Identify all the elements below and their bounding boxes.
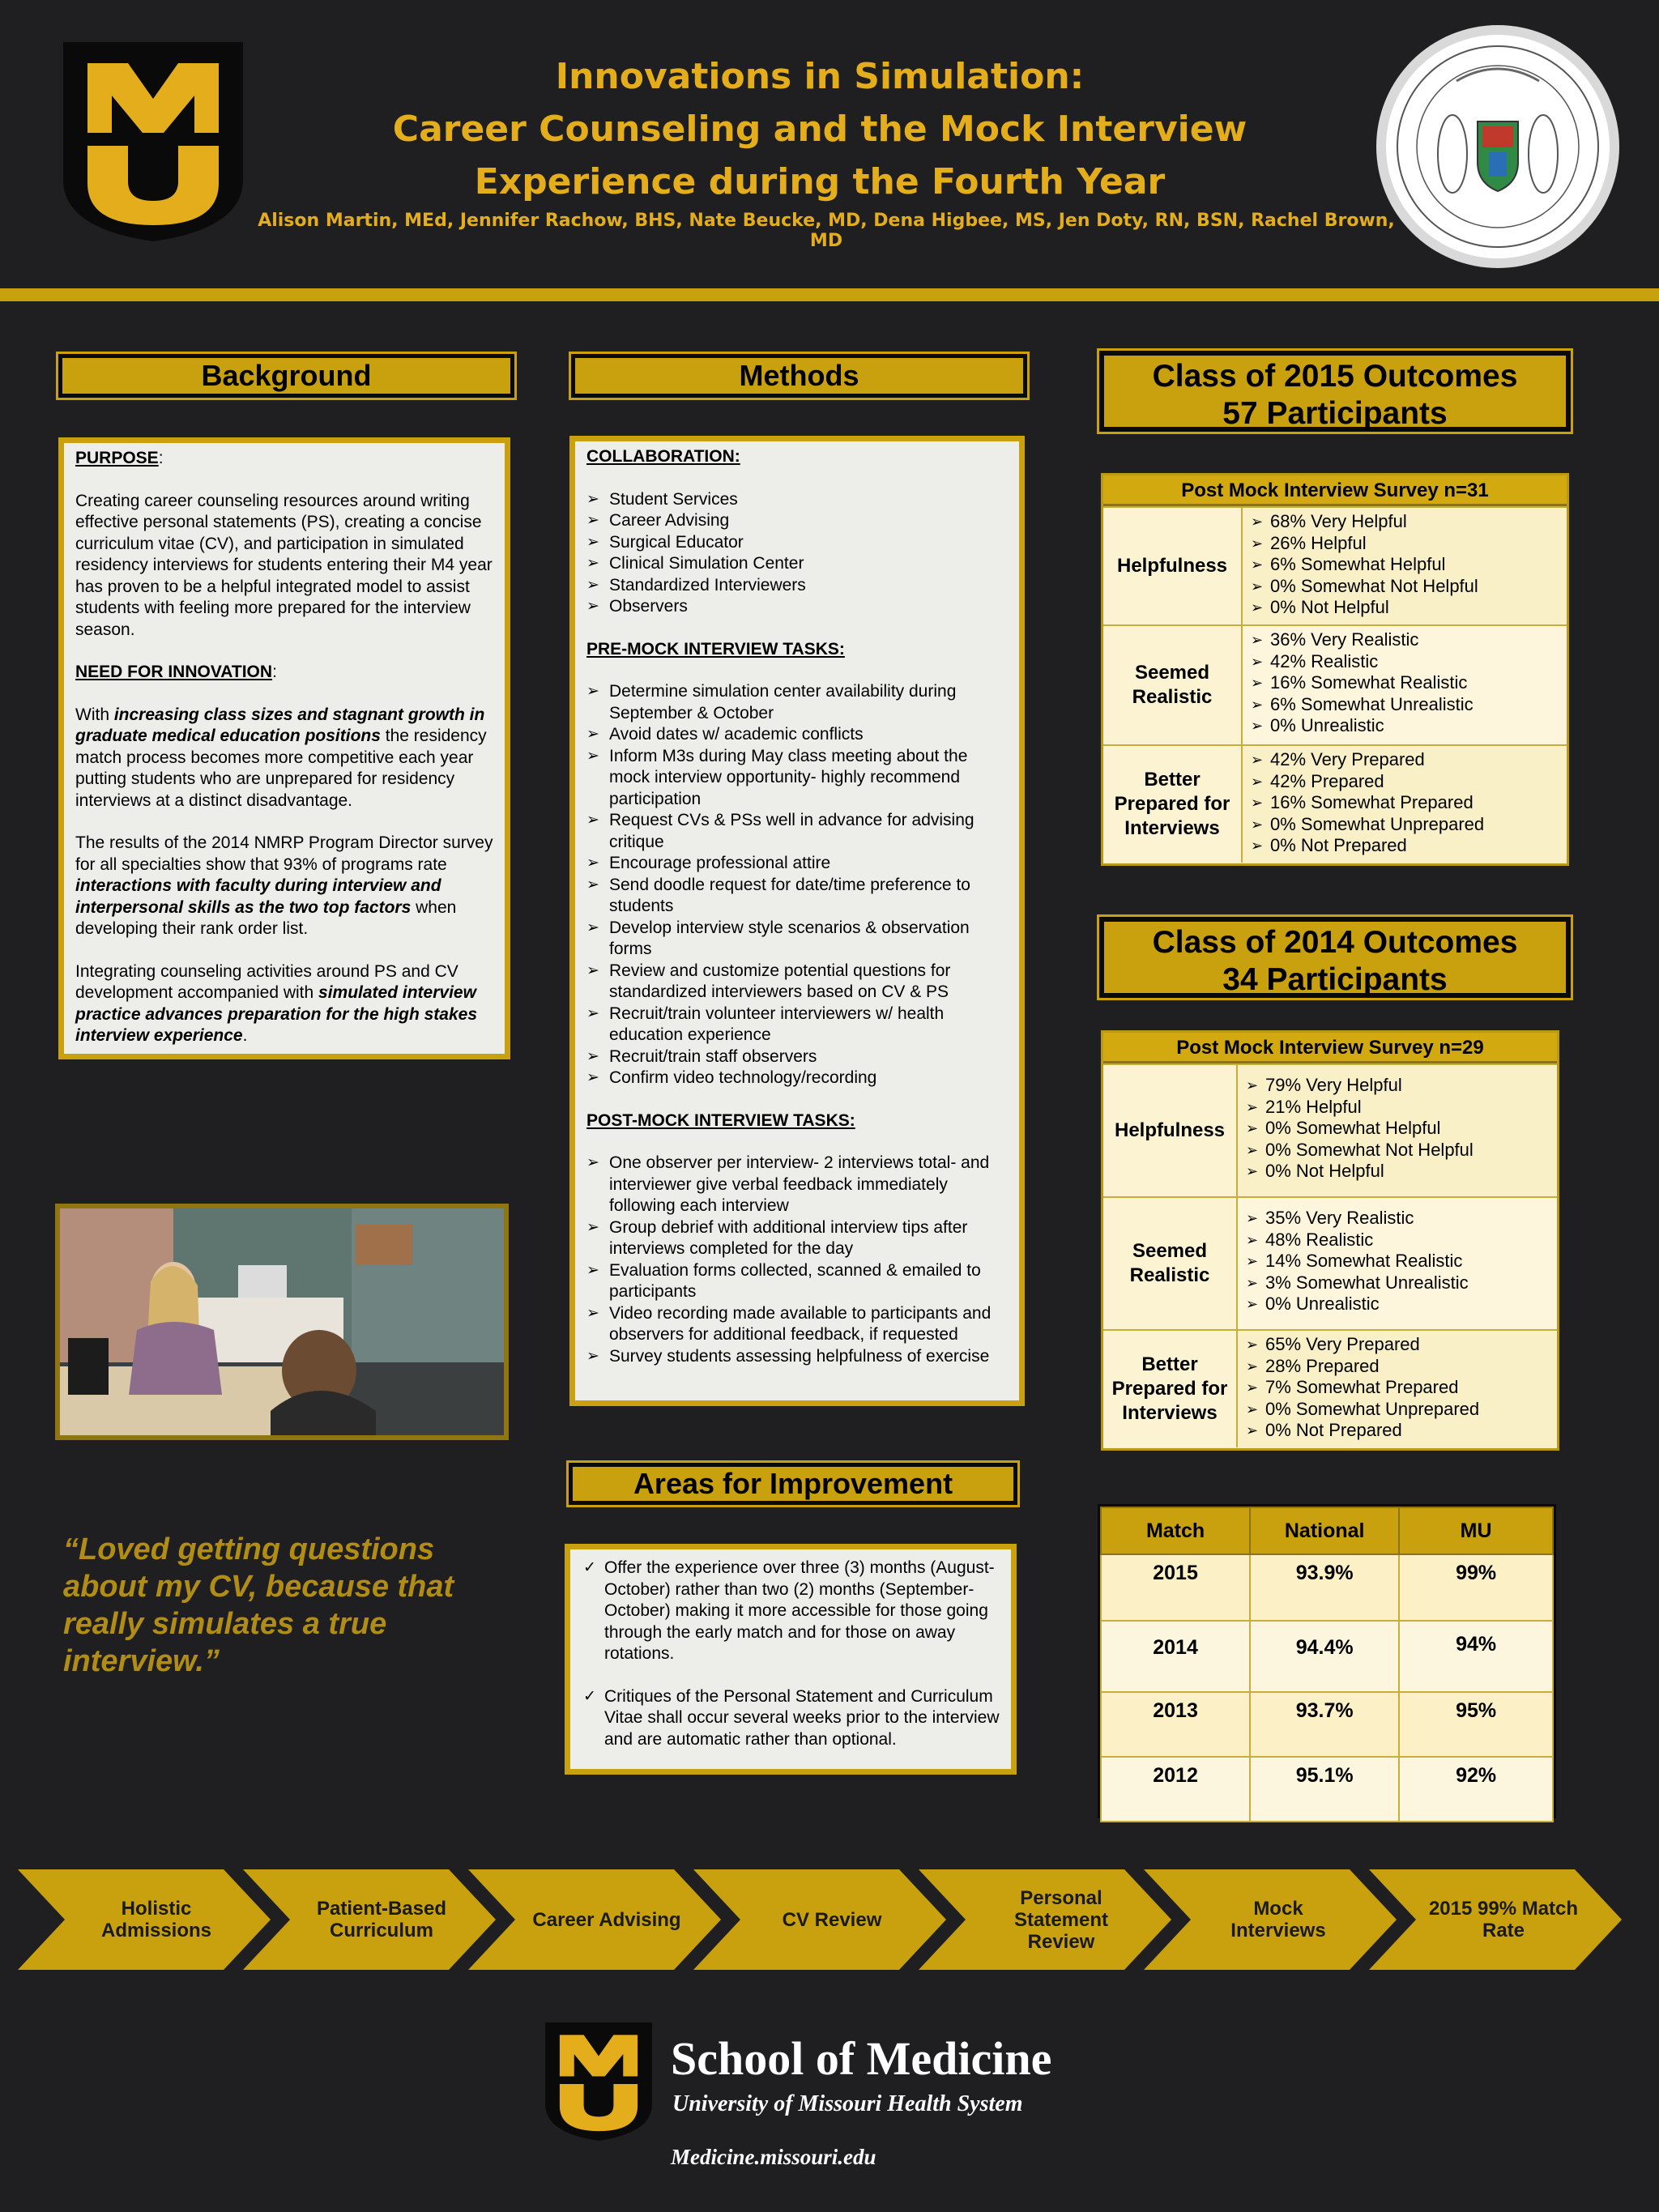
process-step-label: CV Review (782, 1908, 882, 1931)
survey-value: ➢ 42% Realistic (1247, 651, 1562, 673)
match-year: 2012 (1101, 1757, 1250, 1822)
need-bold: increasing class sizes and stagnant growth in graduate medical education positions (75, 705, 485, 745)
national-rate: 95.1% (1250, 1757, 1399, 1822)
survey-value: ➢ 0% Not Prepared (1247, 835, 1562, 857)
pre-mock-item: ➢ Recruit/train staff observers (586, 1046, 1008, 1068)
table-row (1101, 1554, 1553, 1621)
results-post: when developing their rank order list. (75, 897, 457, 938)
school-seal (1375, 24, 1620, 269)
match-header: Match (1101, 1507, 1250, 1554)
survey-value: ➢ 0% Not Prepared (1243, 1420, 1552, 1442)
survey-row (1103, 506, 1567, 624)
improvement-heading: Areas for Improvement (569, 1463, 1017, 1505)
collab-item: ➢ Clinical Simulation Center (586, 553, 1008, 575)
survey-value: ➢ 0% Somewhat Unprepared (1243, 1399, 1552, 1421)
improvement-item: ✓ Critiques of the Personal Statement and Curriculum Vitae shall occur several weeks prior to the interview and are automatic rather than optional. (580, 1686, 1001, 1751)
mu-logo (63, 42, 243, 241)
integrating-post: . (242, 1026, 248, 1045)
table-row (1101, 1692, 1553, 1757)
survey-row-label: Seemed Realistic (1103, 1198, 1238, 1329)
survey-2015-title: Post Mock Interview Survey n=31 (1103, 475, 1567, 506)
survey-value: ➢ 28% Prepared (1243, 1356, 1552, 1378)
match-rate-table (1098, 1504, 1556, 1818)
match-year: 2014 (1101, 1621, 1250, 1692)
survey-value: ➢ 6% Somewhat Helpful (1247, 554, 1562, 576)
table-row (1101, 1621, 1553, 1692)
results-pre: The results of the 2014 NMRP Program Director survey for all specialties show that 93% of programs rate (75, 833, 493, 874)
class-2014-title: Class of 2014 Outcomes (1152, 925, 1518, 960)
survey-value: ➢ 0% Somewhat Not Helpful (1247, 576, 1562, 598)
pre-mock-item: ➢ Inform M3s during May class meeting about the mock interview opportunity- highly recommend participation (586, 746, 1008, 811)
pre-mock-item: ➢ Review and customize potential questions for standardized interviewers based on CV & PS (586, 961, 1008, 1004)
national-header: National (1250, 1507, 1399, 1554)
survey-value: ➢ 0% Somewhat Not Helpful (1243, 1140, 1552, 1161)
improvement-item: ✓ Offer the experience over three (3) months (August-October) rather than two (2) months (September-October) making it more accessible for those going through the early match and for those on away rotations. (580, 1558, 1001, 1665)
survey-value: ➢ 42% Prepared (1247, 771, 1562, 793)
collab-title: COLLABORATION: (586, 447, 740, 466)
survey-value: ➢ 26% Helpful (1247, 533, 1562, 555)
collab-list (586, 489, 1008, 618)
survey-row-label: Helpfulness (1103, 508, 1243, 624)
process-step-career-advising (468, 1869, 721, 1970)
purpose-title: PURPOSE (75, 449, 159, 467)
background-panel: PURPOSE: Creating career counseling resources around writing effective personal statements (PS), creating a concise curriculum vitae (CV), and participation in simulated residency interviews for students entering their M4 year has proven to be a helpful integrated model to assist students with feeling more prepared for the interview season. NEED FOR INNOVATION: With increasing class sizes and stagnant growth in graduate medical education positions the residency match process becomes more competitive each year putting students who are unprepared for residency interviews at a distinct disadvantage. The results of the 2014 NMRP Program Director survey for all specialties show that 93% of programs rate interactions with faculty during interview and interpersonal skills as the two top factors when developing their rank order list. Integrating counseling activities around PS and CV development accompanied with simulated interview practice advances preparation for the high stakes interview experience. (58, 437, 510, 1059)
survey-row (1103, 744, 1567, 863)
survey-value: ➢ 35% Very Realistic (1243, 1208, 1552, 1230)
footer-school-name: School of Medicine (671, 2032, 1052, 2085)
title-line-1: Innovations in Simulation: (555, 56, 1085, 97)
class-2015-title: Class of 2015 Outcomes (1152, 359, 1518, 394)
collab-item: ➢ Surgical Educator (586, 532, 1008, 554)
process-step-label: Career Advising (532, 1908, 681, 1931)
methods-heading: Methods (571, 354, 1027, 398)
title-line-2: Career Counseling and the Mock Interview (392, 109, 1247, 150)
student-quote: “Loved getting questions about my CV, because that really simulates a true interview.” (63, 1532, 454, 1678)
mu-rate: 99% (1399, 1554, 1553, 1621)
mock-interview-photo (55, 1204, 509, 1440)
methods-panel (569, 436, 1025, 1406)
pre-mock-item: ➢ Avoid dates w/ academic conflicts (586, 724, 1008, 746)
header-divider (0, 288, 1659, 301)
process-step-label: 2015 99% Match Rate (1428, 1898, 1579, 1941)
survey-value: ➢ 65% Very Prepared (1243, 1334, 1552, 1356)
survey-value: ➢ 0% Not Helpful (1247, 597, 1562, 619)
need-post: the residency match process becomes more competitive each year putting students who are unprepared for residency interviews at a distinct disadvantage. (75, 727, 487, 810)
survey-row (1103, 624, 1567, 744)
survey-value: ➢ 0% Unrealistic (1243, 1294, 1552, 1315)
process-step-mock-interviews (1144, 1869, 1397, 1970)
mu-rate: 94% (1399, 1621, 1553, 1692)
survey-2014 (1101, 1030, 1559, 1451)
survey-value: ➢ 36% Very Realistic (1247, 629, 1562, 651)
process-step-label: Holistic Admissions (100, 1898, 212, 1941)
post-mock-title: POST-MOCK INTERVIEW TASKS: (586, 1110, 855, 1130)
table-row (1101, 1757, 1553, 1822)
survey-row-label: Better Prepared for Interviews (1103, 746, 1243, 863)
background-heading: Background (58, 354, 514, 398)
national-rate: 93.7% (1250, 1692, 1399, 1757)
match-year: 2013 (1101, 1692, 1250, 1757)
survey-value: ➢ 7% Somewhat Prepared (1243, 1377, 1552, 1399)
survey-value: ➢ 68% Very Helpful (1247, 511, 1562, 533)
pre-mock-title: PRE-MOCK INTERVIEW TASKS: (586, 639, 845, 658)
class-2015-participants: 57 Participants (1222, 396, 1448, 431)
survey-value: ➢ 16% Somewhat Realistic (1247, 672, 1562, 694)
collab-item: ➢ Student Services (586, 489, 1008, 511)
need-title: NEED FOR INNOVATION (75, 663, 273, 681)
authors: Alison Martin, MEd, Jennifer Rachow, BHS, Nate Beucke, MD, Dena Higbee, MS, Jen Doty, RN, BSN, Rachel Brown, MD (258, 211, 1395, 251)
post-mock-item: ➢ Survey students assessing helpfulness of exercise (586, 1346, 1008, 1368)
survey-value: ➢ 14% Somewhat Realistic (1243, 1251, 1552, 1272)
poster-title (316, 50, 1324, 208)
process-step-label: Patient-Based Curriculum (316, 1898, 447, 1941)
survey-row-label: Better Prepared for Interviews (1103, 1331, 1238, 1447)
survey-value: ➢ 79% Very Helpful (1243, 1075, 1552, 1097)
footer-mu-logo (545, 2022, 652, 2141)
survey-value: ➢ 0% Somewhat Helpful (1243, 1118, 1552, 1140)
collab-item: ➢ Career Advising (586, 510, 1008, 532)
process-step-match-rate (1369, 1869, 1622, 1970)
purpose-text: Creating career counseling resources around writing effective personal statements (PS), creating a concise curriculum vitae (CV), and participation in simulated residency interviews for students entering their M4 year has proven to be a helpful integrated model to assist students with feeling more prepared for the interview season. (75, 491, 493, 639)
mu-rate: 95% (1399, 1692, 1553, 1757)
results-bold: interactions with faculty during interview and interpersonal skills as the two top factors (75, 876, 441, 917)
survey-value: ➢ 0% Unrealistic (1247, 715, 1562, 737)
collab-item: ➢ Standardized Interviewers (586, 575, 1008, 597)
match-year: 2015 (1101, 1554, 1250, 1621)
post-mock-item: ➢ Video recording made available to participants and observers for additional feedback, if requested (586, 1303, 1008, 1346)
post-mock-item: ➢ Evaluation forms collected, scanned & emailed to participants (586, 1260, 1008, 1303)
footer-url[interactable]: Medicine.missouri.edu (671, 2145, 876, 2169)
pre-mock-item: ➢ Recruit/train volunteer interviewers w/ health education experience (586, 1004, 1008, 1046)
integrating-pre: Integrating counseling activities around PS and CV development accompanied with (75, 961, 458, 1002)
survey-row-label: Seemed Realistic (1103, 626, 1243, 744)
pre-mock-list (586, 681, 1008, 1089)
improvement-panel (565, 1544, 1017, 1775)
survey-row (1103, 1063, 1557, 1196)
integrating-bold: simulated interview practice advances preparation for the high stakes interview experience (75, 983, 478, 1045)
collab-item: ➢ Observers (586, 596, 1008, 618)
pre-mock-item: ➢ Develop interview style scenarios & observation forms (586, 918, 1008, 961)
process-step-patient-based-curriculum (243, 1869, 496, 1970)
process-step-label: Personal Statement Review (1013, 1886, 1109, 1953)
survey-value: ➢ 16% Somewhat Prepared (1247, 792, 1562, 814)
survey-value: ➢ 0% Not Helpful (1243, 1161, 1552, 1183)
national-rate: 93.9% (1250, 1554, 1399, 1621)
footer-subtitle: University of Missouri Health System (672, 2091, 1023, 2116)
process-step-cv-review (693, 1869, 946, 1970)
title-line-3: Experience during the Fourth Year (474, 161, 1166, 202)
post-mock-list (586, 1153, 1008, 1367)
survey-value: ➢ 42% Very Prepared (1247, 749, 1562, 771)
need-pre: With (75, 705, 114, 724)
process-step-holistic-admissions (18, 1869, 271, 1970)
class-2014-heading (1099, 917, 1571, 998)
post-mock-item: ➢ One observer per interview- 2 interviews total- and interviewer give verbal feedback immediately following each interview (586, 1153, 1008, 1217)
pre-mock-item: ➢ Encourage professional attire (586, 853, 1008, 875)
class-2014-participants: 34 Participants (1222, 962, 1448, 997)
process-step-personal-statement-review (919, 1869, 1171, 1970)
post-mock-item: ➢ Group debrief with additional interview tips after interviews completed for the day (586, 1217, 1008, 1260)
pre-mock-item: ➢ Request CVs & PSs well in advance for advising critique (586, 810, 1008, 853)
survey-2014-title: Post Mock Interview Survey n=29 (1103, 1033, 1557, 1063)
survey-value: ➢ 0% Somewhat Unprepared (1247, 814, 1562, 836)
survey-value: ➢ 3% Somewhat Unrealistic (1243, 1272, 1552, 1294)
class-2015-heading (1099, 351, 1571, 432)
survey-row (1103, 1329, 1557, 1447)
mu-rate: 92% (1399, 1757, 1553, 1822)
pre-mock-item: ➢ Determine simulation center availability during September & October (586, 681, 1008, 724)
survey-value: ➢ 6% Somewhat Unrealistic (1247, 694, 1562, 716)
survey-row-label: Helpfulness (1103, 1065, 1238, 1196)
survey-value: ➢ 48% Realistic (1243, 1230, 1552, 1251)
survey-row (1103, 1196, 1557, 1329)
survey-2015 (1101, 473, 1569, 866)
national-rate: 94.4% (1250, 1621, 1399, 1692)
survey-value: ➢ 21% Helpful (1243, 1097, 1552, 1119)
pre-mock-item: ➢ Send doodle request for date/time preference to students (586, 875, 1008, 918)
process-step-label: Mock Interviews (1230, 1898, 1326, 1941)
pre-mock-item: ➢ Confirm video technology/recording (586, 1068, 1008, 1089)
mu-header: MU (1399, 1507, 1553, 1554)
